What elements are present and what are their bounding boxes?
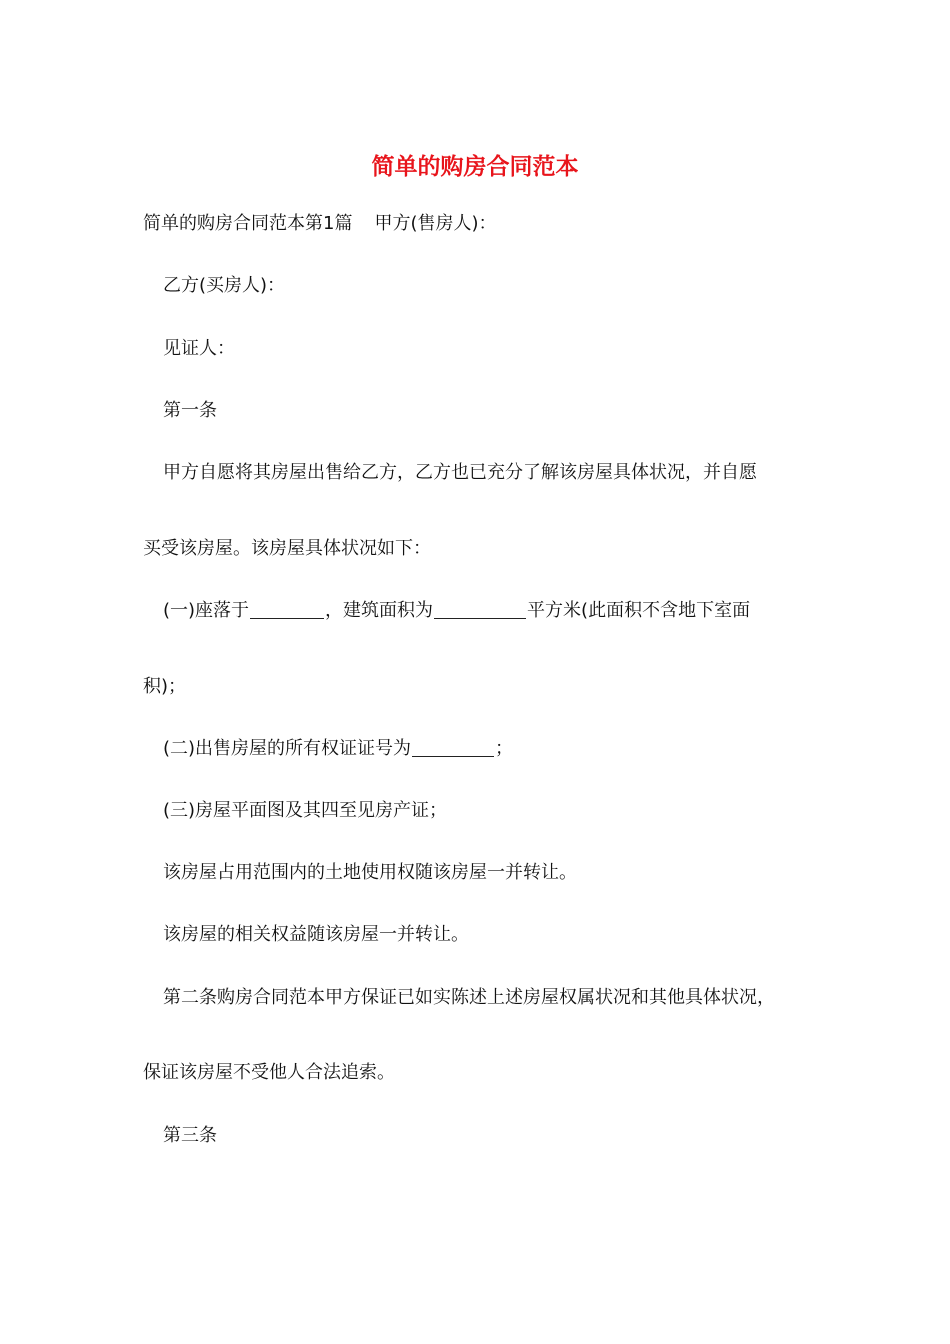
location-blank-field bbox=[250, 600, 324, 619]
article-2-text-line-1: 第二条购房合同范本甲方保证已如实陈述上述房屋权属状况和其他具体状况， bbox=[163, 987, 775, 1008]
witness-label: 见证人： bbox=[163, 338, 235, 359]
area-blank-field bbox=[434, 600, 526, 619]
article-1-text-line-2: 买受该房屋。该房屋具体状况如下： bbox=[143, 538, 431, 559]
item-1-unit-text: 平方米(此面积不含地下室面 bbox=[527, 600, 751, 621]
item-3-line: (三)房屋平面图及其四至见房产证； bbox=[163, 800, 448, 821]
item-1-continuation: 积)； bbox=[143, 676, 187, 697]
paragraph-line-1 bbox=[143, 211, 497, 237]
item-2-end: ； bbox=[495, 738, 514, 759]
item-2-label: (二)出售房屋的所有权证证号为 bbox=[163, 738, 412, 759]
article-1-text-line-1: 甲方自愿将其房屋出售给乙方，乙方也已充分了解该房屋具体状况，并自愿 bbox=[163, 462, 757, 483]
item-2-line bbox=[163, 736, 513, 762]
certificate-number-blank-field bbox=[412, 738, 494, 757]
article-3-heading: 第三条 bbox=[163, 1125, 217, 1146]
article-2-text-line-2: 保证该房屋不受他人合法追索。 bbox=[143, 1062, 395, 1083]
party-a-label: 甲方(售房人)： bbox=[374, 213, 497, 234]
section-heading: 简单的购房合同范本第1篇 bbox=[143, 213, 353, 234]
item-1-location-label: (一)座落于 bbox=[163, 600, 250, 621]
party-b-label: 乙方(买房人)： bbox=[163, 275, 286, 296]
document-title: 简单的购房合同范本 bbox=[371, 153, 579, 180]
article-1-heading: 第一条 bbox=[163, 400, 217, 421]
related-rights-line: 该房屋的相关权益随该房屋一并转让。 bbox=[163, 924, 469, 945]
item-1-area-label: ，建筑面积为 bbox=[325, 600, 434, 621]
item-1-line bbox=[163, 598, 750, 624]
land-use-right-line: 该房屋占用范围内的土地使用权随该房屋一并转让。 bbox=[163, 862, 577, 883]
